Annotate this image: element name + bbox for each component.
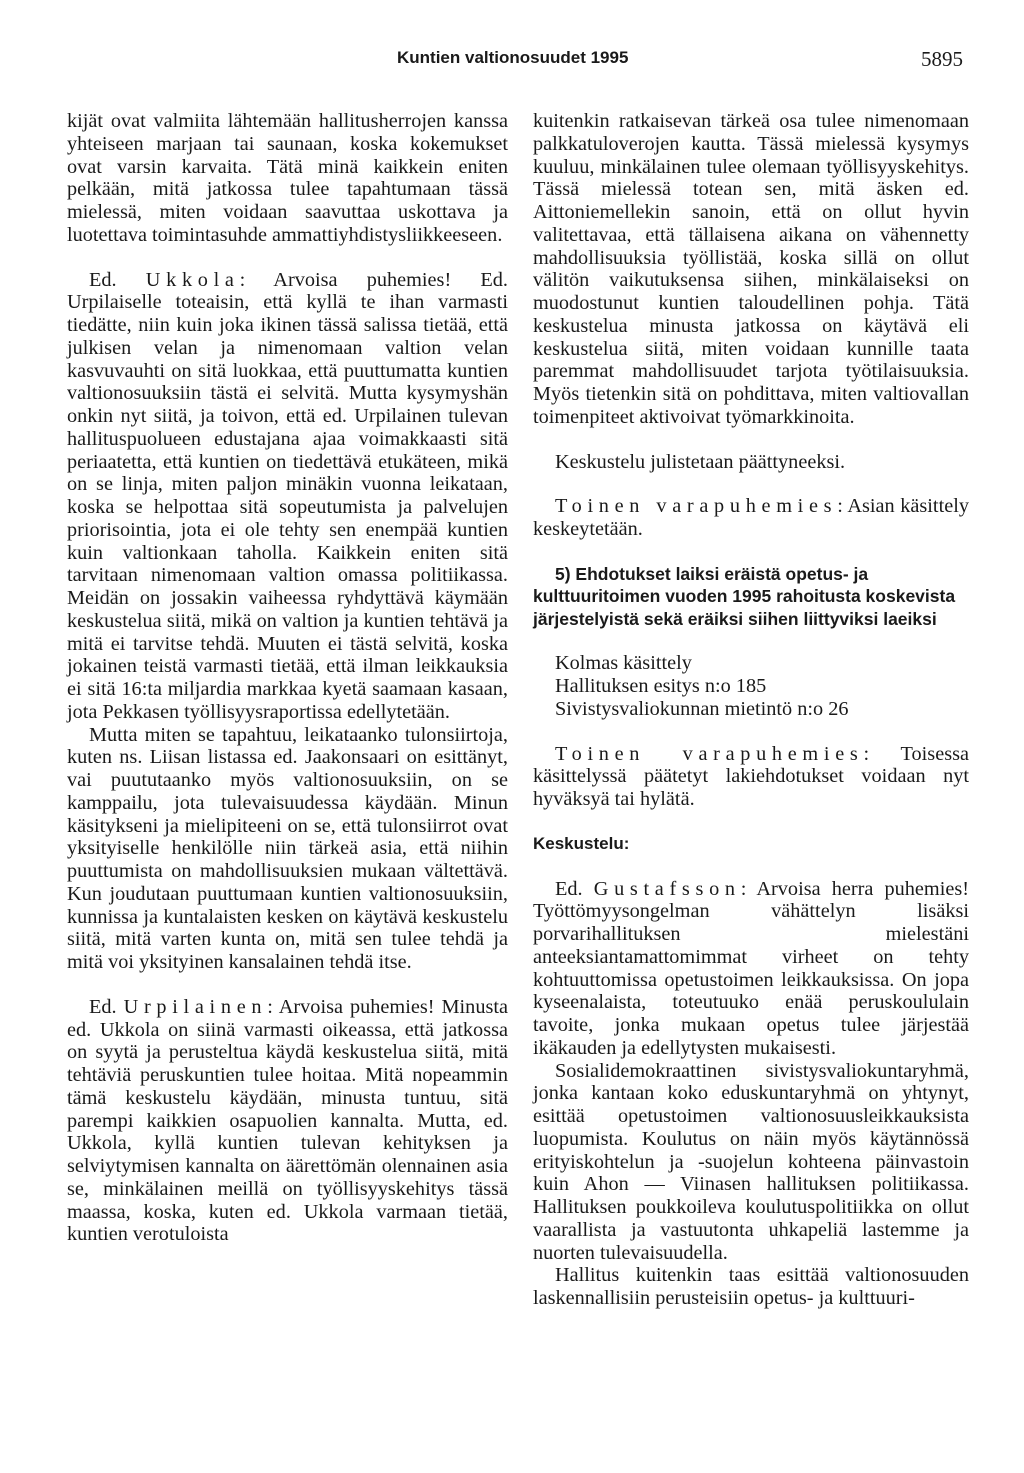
speaker-name: Toinen varapuhemies xyxy=(555,495,838,518)
left-column xyxy=(67,110,508,1246)
government-proposal: Hallituksen esitys n:o 185 xyxy=(555,675,767,697)
discussion-label: Keskustelu: xyxy=(533,833,630,853)
speech-urpilainen xyxy=(67,996,508,1246)
speech-ukkola xyxy=(67,269,508,724)
right-column xyxy=(533,110,969,1310)
speech-deputy-speaker xyxy=(533,743,969,811)
speech-prefix: Ed. xyxy=(555,877,583,900)
reading-info xyxy=(533,652,969,720)
speech-prefix: Ed. xyxy=(89,268,117,291)
committee-report: Sivistysvaliokunnan mietintö n:o 26 xyxy=(555,697,849,720)
speaker-name: Toinen varapuhemies xyxy=(555,742,864,765)
speech-text: : Asian käsittely keskeytetään. xyxy=(533,495,969,540)
speaker-name: Urpilainen xyxy=(123,995,268,1018)
speech-deputy-speaker xyxy=(533,495,969,541)
page-header xyxy=(0,48,1024,78)
speech-prefix: Ed. xyxy=(89,995,117,1018)
speech-text: : Toisessa käsittelyssä päätetyt lakiehdotukset voidaan nyt hyväksyä tai hylätä. xyxy=(533,742,969,810)
speech-text: : Arvoisa puhemies! Ed. Urpilaiselle toteaisin, että kyllä te ihan varmasti tiedätte, niin kuin joka ikinen tässä salissa tietää, että julkisen velan ja nimenomaan valtion velan kasvuvauhti on sitä luokkaa, että puuttumatta kuntien valtionosuuksiin tästä ei selvitä. Mutta kysymyshän onkin nyt siitä, ja toivon, että ed. Urpilainen tulevan hallituspuolueen edustajana ajaa voimakkaasti sitä periaatetta, että kuntien on tiedettävä etukäteen, mikä on se linja, miten paljon minäkin vuonna leikataan, koska se helpottaa sitä sopeutumista ja palvelujen priorisointia, jota ei ole tehty sen enempää kuntien kuin valtionkaan taholla. Kaikkein eniten sitä tarvitaan nimenomaan valtion omassa politiikassa. Meidän on jossakin vaiheessa ryhdyttävä käymään keskustelua siitä, mikä on valtion ja kuntien tehtävä ja mitä ei tarvitse tehdä. Muuten ei tästä selvitä, koska jokainen teistä varmasti tietää, että ilman leikkauksia ei sitä 16:ta miljardia markkaa kyetä saamaan kasaan, jota Pekkasen työllisyysraportissa edellytetään. xyxy=(67,268,508,723)
closing-statement: Keskustelu julistetaan päättyneeksi. xyxy=(555,450,846,473)
speaker-name: Gustafsson xyxy=(593,877,741,900)
paragraph: Hallitus kuitenkin taas esittää valtionosuuden laskennallisiin perusteisiin opetus- ja kulttuuri- xyxy=(533,1264,969,1309)
page-number: 5895 xyxy=(921,47,963,71)
paragraph: Sosialidemokraattinen sivistysvaliokuntaryhmä, jonka kantaan koko eduskuntaryhmä on yhtynyt, esittää opetustoimen valtionosuusleikkauksista luopumista. Koulutus on näin myös käytännössä erityiskohtelun ja -suojelun kohteena päinvastoin kuin Ahon — Viinasen hallituksen politiikassa. Hallituksen poukkoileva koulutuspolitiikka on ollut vaarallista ja vastuutonta uhkapeliä lastemme ja nuorten tulevaisuudella. xyxy=(533,1059,969,1264)
speaker-name: Ukkola xyxy=(145,268,240,291)
speech-text: : Arvoisa herra puhemies! Työttömyysongelman vähättelyn lisäksi porvarihallituksen mielestäni anteeksiantamattomimmat virheet on tehty kohtuuttomissa opetustoimen leikkauksissa. On jopa kyseenalaista, toteutuuko enää peruskoululain tavoite, jonka mukaan opetus tulee järjestää ikäkauden ja edellytysten mukaisesti. xyxy=(533,877,969,1059)
speech-gustafsson xyxy=(533,878,969,1060)
paragraph: kuitenkin ratkaisevan tärkeä osa tulee nimenomaan palkkatuloverojen kautta. Tässä mielessä kysymys kuuluu, minkälainen tulee olemaan työllisyyskehitys. Tässä mielessä totean sen, mitä äsken ed. Aittoniemellekin sanoin, että on ollut hyvin valitettavaa, että tällaisena aikana on vähennetty mahdollisuuksia työllistää, koska sillä on ollut välitön vaikutuksensa siihen, minkälaiseksi on muodostunut kuntien taloudellinen pohja. Tätä keskustelua minusta jatkossa on käytävä eli keskustelua siitä, miten voidaan kunnille taata paremmat mahdollisuudet tarjota työtilaisuuksia. Myös tietenkin sitä on pohdittava, miten valtiovallan toimenpiteet aktivoivat työmarkkinoita. xyxy=(533,110,969,428)
reading-stage: Kolmas käsittely xyxy=(555,652,692,675)
paragraph: Mutta miten se tapahtuu, leikataanko tulonsiirtoja, kuten ns. Liisan listassa ed. Jaakonsaari on esittänyt, vai puututaanko myös valtionosuuksiin, on se kamppailu, jota tulevaisuudessa käydään. Minun käsitykseni ja mielipiteeni on se, että tulonsiirrot ovat yksityiselle henkilölle niin tärkeä asia, että niihin puuttumista on mahdollisuuksien mukaan vältettävä. Kun joudutaan puuttumaan kuntien valtionosuuksiin, kunnissa ja kuntalaisten kesken on käytävä keskustelu siitä, mitä varten kunta on, mitä sen tulee tehdä ja mitä voi yksityinen kansalainen tehdä itse. xyxy=(67,723,508,973)
speech-text: : Arvoisa puhemies! Minusta ed. Ukkola on siinä varmasti oikeassa, että jatkossa on syytä ja perusteltua käydä keskustelua siitä, mitä tehtäviä peruskuntien tulee hoitaa. Mitä nopeammin tämä keskustelu käydään, minusta tuntuu, sitä parempi kaikkien osapuolien kannalta. Mutta, ed. Ukkola, kyllä kuntien tulevan kehityksen ja selviytymisen kannalta on äärettömän olennainen asia se, minkälainen meillä on työllisyyskehitys tässä maassa, koska, kuten ed. Ukkola varmaan tietää, kuntien verotuloista xyxy=(67,995,508,1246)
section-heading: 5) Ehdotukset laiksi eräistä opetus- ja kulttuuritoimen vuoden 1995 rahoitusta koskevista järjestelyistä sekä eräiksi siihen liittyviksi laeiksi xyxy=(533,563,956,629)
running-head: Kuntien valtionosuudet 1995 xyxy=(397,48,629,67)
paragraph: kijät ovat valmiita lähtemään hallitusherrojen kanssa yhteiseen marjaan tai saunaan, koska kokemukset ovat varsin karvaita. Tätä minä kaikkein eniten pelkään, mitä jatkossa tulee tapahtumaan tässä mielessä, miten voidaan saavuttaa uskottava ja luotettava toimintasuhde ammattiyhdistysliikkeeseen. xyxy=(67,110,508,246)
